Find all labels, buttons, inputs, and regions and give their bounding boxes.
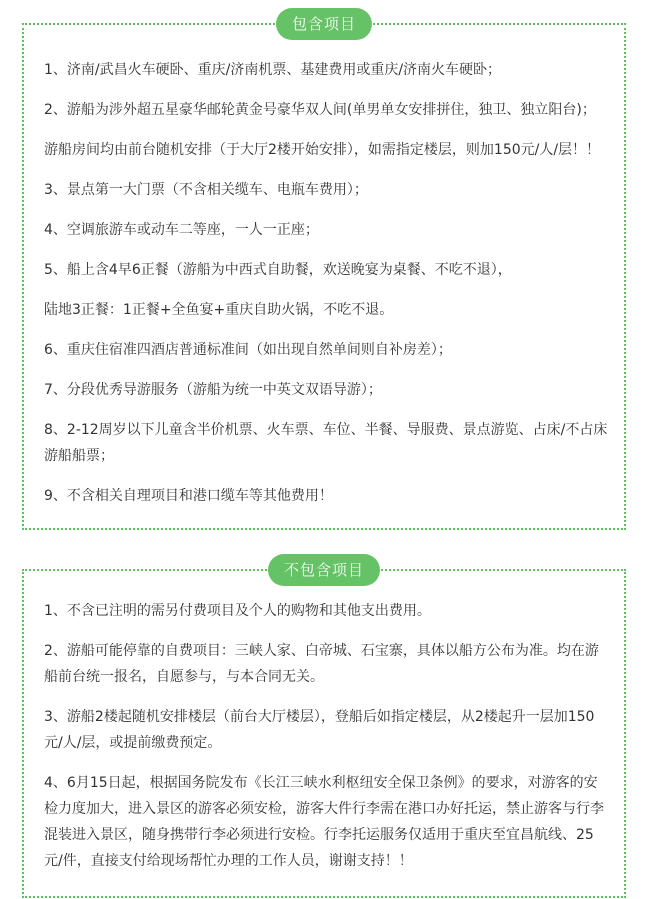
excluded-list — [44, 598, 608, 888]
included-item: 5、船上含4早6正餐（游船为中西式自助餐，欢送晚宴为桌餐、不吃不退）， — [44, 262, 512, 278]
included-item: 9、不含相关自理项目和港口缆车等其他费用！ — [44, 488, 333, 504]
excluded-item: 2、游船可能停靠的自费项目：三峡人家、白帝城、石宝寨，具体以船方公布为准。均在游船前台统一报名，自愿参与，与本合同无关。 — [44, 643, 599, 685]
included-item: 1、济南/武昌火车硬卧、重庆/济南机票、基建费用或重庆/济南火车硬卧； — [44, 62, 502, 78]
included-list — [44, 57, 608, 523]
included-item: 6、重庆住宿准四酒店普通标准间（如出现自然单间则自补房差）； — [44, 342, 452, 358]
included-title: 包含项目 — [276, 8, 372, 40]
included-item: 2、游船为涉外超五星豪华邮轮黄金号豪华双人间(单男单女安排拼住，独卫、独立阳台)； — [44, 102, 596, 118]
excluded-title: 不包含项目 — [268, 554, 380, 586]
excluded-item: 1、不含已注明的需另付费项目及个人的购物和其他支出费用。 — [44, 603, 431, 619]
included-item: 3、景点第一大门票（不含相关缆车、电瓶车费用）； — [44, 182, 368, 198]
included-section — [22, 15, 626, 530]
included-item: 7、分段优秀导游服务（游船为统一中英文双语导游）； — [44, 382, 382, 398]
excluded-item: 3、游船2楼起随机安排楼层（前台大厅楼层），登船后如指定楼层，从2楼起升一层加150元/人/层，或提前缴费预定。 — [44, 709, 595, 751]
excluded-item: 4、6月15日起，根据国务院发布《长江三峡水利枢纽安全保卫条例》的要求，对游客的安检力度加大，进入景区的游客必须安检，游客大件行李需在港口办好托运，禁止游客与行李混装进入景区，随身携带行李必须进行安检。行李托运服务仅适用于重庆至宜昌航线、25元/件，直接支付给现场帮忙办理的工作人员，谢谢支持！！ — [44, 775, 604, 869]
included-item: 游船房间均由前台随机安排（于大厅2楼开始安排），如需指定楼层，则加150元/人/层！！ — [44, 142, 601, 158]
included-item: 8、2-12周岁以下儿童含半价机票、火车票、车位、半餐、导服费、景点游览、占床/不占床游船船票； — [44, 422, 608, 464]
excluded-section — [22, 561, 626, 898]
included-item: 4、空调旅游车或动车二等座，一人一正座； — [44, 222, 319, 238]
included-item: 陆地3正餐：1正餐+全鱼宴+重庆自助火锅，不吃不退。 — [44, 302, 394, 318]
